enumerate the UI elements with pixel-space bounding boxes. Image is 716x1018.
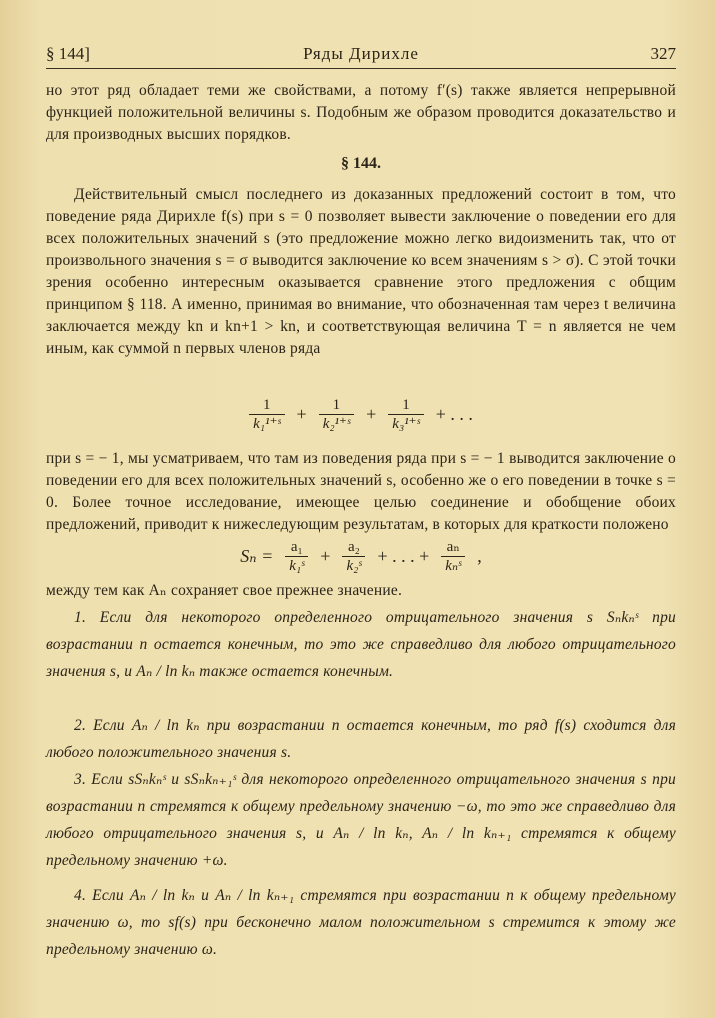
denominator: k₂¹⁺ˢ	[319, 414, 354, 433]
theorem-list	[46, 604, 676, 685]
fraction	[342, 538, 365, 575]
theorem-item-3: 3. Если sSₙkₙˢ и sSₙkₙ₊₁ˢ для некоторого определенного отрицательного значения s при возрастании n стремятся к общему предельному значению −ω, то это же справедливо для любого отрицательного значения s, и Aₙ / ln kₙ, Aₙ / ln kₙ₊₁ стремятся к общему предельному значению +ω.	[46, 771, 676, 869]
paragraph-after	[46, 580, 676, 602]
plus-sign: +	[296, 404, 307, 424]
paragraph-text: между тем как Aₙ сохраняет свое прежнее значение.	[46, 582, 403, 599]
numerator: aₙ	[446, 539, 460, 555]
denominator: k₁¹⁺ˢ	[249, 414, 284, 433]
fraction	[319, 396, 354, 433]
formula-lhs: Sₙ =	[240, 546, 274, 566]
numerator: 1	[332, 397, 341, 413]
theorem-list	[46, 882, 676, 963]
theorem-item-2: 2. Если Aₙ / ln kₙ при возрастании n остается конечным, то ряд f(s) сходится для любого положительного значения s.	[46, 717, 676, 761]
formula-series	[46, 396, 676, 433]
running-header	[46, 42, 676, 69]
numerator: a₁	[290, 539, 303, 555]
theorem-item-4: 4. Если Aₙ / ln kₙ и Aₙ / ln kₙ₊₁ стремятся при возрастании n к общему предельному значению ω, то sf(s) при бесконечно малом положительном s стремится к этому же предельному значению ω.	[46, 887, 676, 958]
denominator: k₃¹⁺ˢ	[388, 414, 423, 433]
fraction	[388, 396, 423, 433]
series-tail: + . . .	[435, 404, 473, 424]
fraction	[285, 538, 308, 575]
paragraph-text: Действительный смысл последнего из доказанных предложений состоит в том, что поведение ряда Дирихле f(s) при s = 0 позволяет вывести заключение о поведении его для всех положительных значений s (это предложение можно легко видоизменить так, что от произвольного значения s = σ выводится заключение ко всем значениям s > σ). С этой точки зрения особенно интересным оказывается сравнение этого предложения с общим принципом § 118. А именно, принимая во внимание, что обозначенная там через t величина заключается между kn и kn+1 > kn, и соответствующая величина T = n является не чем иным, как суммой n первых членов ряда	[46, 186, 676, 357]
theorem-item-1: 1. Если для некоторого определенного отрицательного значения s Sₙkₙˢ при возрастании n остается конечным, то это же справедливо для любого отрицательного значения s, и Aₙ / ln kₙ также остается конечным.	[46, 609, 676, 680]
paragraph-text: при s = − 1, мы усматриваем, что там из поведения ряда при s = − 1 выводится заключение о поведении его для всех положительных значений s, особенно же о его поведении в точке s = 0. Более точное исследование, имеющее целью соединение и обобщение обоих предложений, приводит к нижеследующим результатам, в которых для краткости положено	[46, 450, 676, 533]
paragraph-text: но этот ряд обладает теми же свойствами, а потому f′(s) также является непрерывной функцией положительной величины s. Подобным же образом проводится доказательство и для производных высших порядков.	[46, 82, 676, 143]
numerator: a₂	[348, 539, 360, 555]
fraction	[249, 396, 284, 433]
plus-sign: +	[320, 546, 331, 566]
header-title: Ряды Дирихле	[303, 44, 419, 63]
theorem-list	[46, 766, 676, 874]
paragraph-middle	[46, 448, 676, 536]
denominator: k₂ˢ	[342, 556, 365, 575]
page-number: 327	[650, 44, 676, 63]
header-section: § 144]	[46, 44, 90, 63]
denominator: kₙˢ	[441, 556, 465, 575]
paragraph-main	[46, 184, 676, 360]
paragraph-continuation	[46, 80, 676, 146]
plus-sign: +	[366, 404, 377, 424]
numerator: 1	[263, 397, 271, 413]
formula-partial-sum	[46, 538, 676, 575]
formula-end: ,	[477, 546, 482, 566]
section-title: § 144.	[341, 155, 381, 172]
theorem-list	[46, 712, 676, 766]
ellipsis-plus: + . . . +	[377, 546, 430, 566]
numerator: 1	[402, 397, 410, 413]
fraction	[441, 538, 465, 575]
denominator: k₁ˢ	[285, 556, 308, 575]
